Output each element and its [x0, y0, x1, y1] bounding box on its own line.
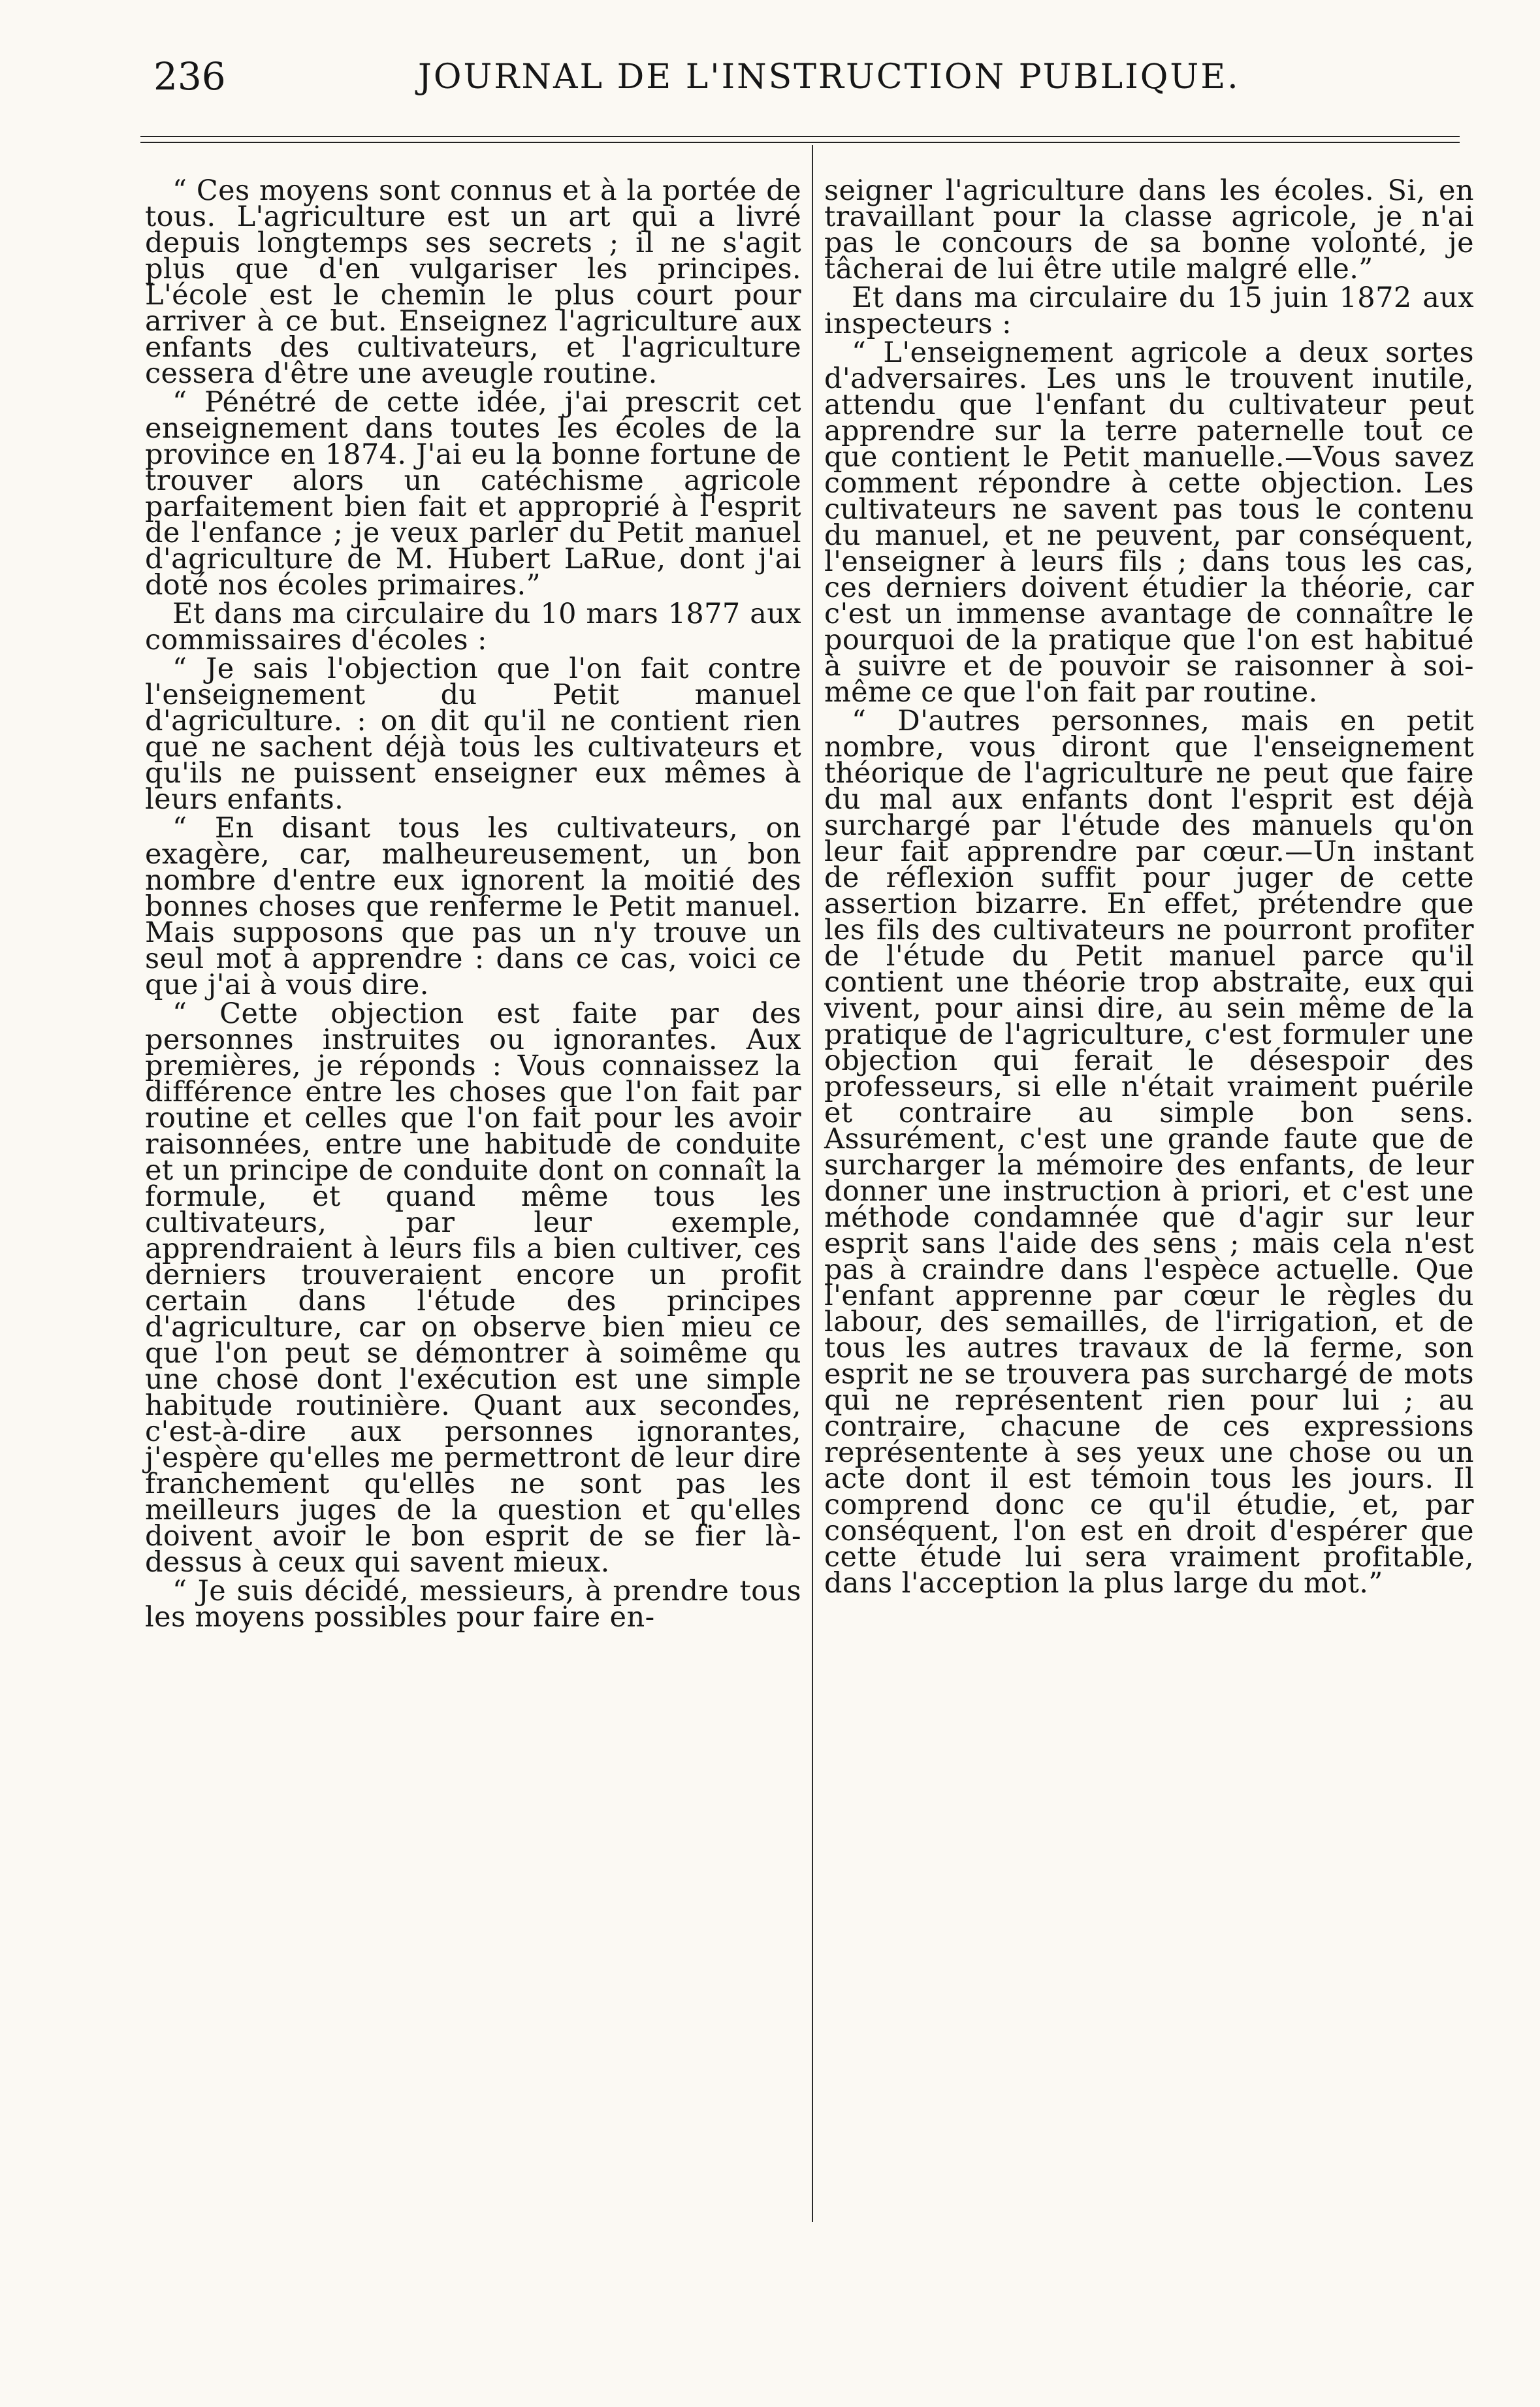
paragraph: seigner l'agriculture dans les écoles. Si, en travaillant pour la classe agricole, je n'ai pas le concours de sa bonne volonté, je tâcherai de lui être utile malgré elle.”	[824, 174, 1474, 285]
page-number: 236	[153, 54, 226, 99]
paragraph: “ Cette objection est faite par des personnes instruites ou ignorantes. Aux premières, je réponds : Vous connaissez la différence entre les choses que l'on fait par routine et celles que l'on fait pour les avoir raisonnées, entre une habitude de conduite et un principe de conduite dont on connaît la formule, et quand même tous les cultivateurs, par leur exemple, apprendraient à leurs fils a bien cultiver, ces derniers trouveraient encore un profit certain dans l'étude des principes d'agriculture, car on observe bien mieu ce que l'on peut se démontrer à soimême qu une chose dont l'exécution est une simple habitude routinière. Quant aux secondes, c'est-à-dire aux personnes ignorantes, j'espère qu'elles me permettront de leur dire franchement qu'elles ne sont pas les meilleurs juges de la question et qu'elles doivent avoir le bon esprit de se fier là-dessus à ceux qui savent mieux.	[145, 997, 801, 1579]
left-column	[145, 174, 801, 1634]
column-divider	[812, 145, 813, 2222]
right-column	[824, 174, 1474, 1600]
paragraph: “ Pénétré de cette idée, j'ai prescrit cet enseignement dans toutes les écoles de la province en 1874. J'ai eu la bonne fortune de trouver alors un catéchisme agricole parfaitement bien fait et approprié à l'esprit de l'enfance ; je veux parler du Petit manuel d'agriculture de M. Hubert LaRue, dont j'ai doté nos écoles primaires.”	[145, 386, 801, 602]
paragraph: “ Ces moyens sont connus et à la portée de tous. L'agriculture est un art qui a livré depuis longtemps ses secrets ; il ne s'agit plus que d'en vulgariser les principes. L'école est le chemin le plus court pour arriver à ce but. Enseignez l'agriculture aux enfants des cultivateurs, et l'agriculture cessera d'être une aveugle routine.	[145, 174, 801, 390]
paragraph: “ L'enseignement agricole a deux sortes d'adversaires. Les uns le trouvent inutile, attendu que l'enfant du cultivateur peut apprendre sur la terre paternelle tout ce que contient le Petit manuelle.—Vous savez comment répondre à cette objection. Les cultivateurs ne savent pas tous le contenu du manuel, et ne peuvent, par conséquent, l'enseigner à leurs fils ; dans tous les cas, ces derniers doivent étudier la théorie, car c'est un immense avantage de connaître le pourquoi de la pratique que l'on est habitué à suivre et de pouvoir se raisonner à soi-même ce que l'on fait par routine.	[824, 336, 1474, 709]
header-rule	[140, 136, 1460, 143]
paragraph: “ En disant tous les cultivateurs, on exagère, car, malheureusement, un bon nombre d'entre eux ignorent la moitié des bonnes choses que renferme le Petit manuel. Mais supposons que pas un n'y trouve un seul mot à apprendre : dans ce cas, voici ce que j'ai à vous dire.	[145, 812, 801, 1001]
paragraph: “ D'autres personnes, mais en petit nombre, vous diront que l'enseignement théorique de l'agriculture ne peut que faire du mal aux enfants dont l'esprit est déjà surchargé par l'étude des manuels qu'on leur fait apprendre par cœur.—Un instant de réflexion suffit pour juger de cette assertion bizarre. En effet, prétendre que les fils des cultivateurs ne pourront profiter de l'étude du Petit manuel parce qu'il contient une théorie trop abstraite, eux qui vivent, pour ainsi dire, au sein même de la pratique de l'agriculture, c'est formuler une objection qui ferait le désespoir des professeurs, si elle n'était vraiment puérile et contraire au simple bon sens. Assurément, c'est une grande faute que de surcharger la mémoire des enfants, de leur donner une instruction à priori, et c'est une méthode condamnée que d'agir sur leur esprit sans l'aide des sens ; mais cela n'est pas à craindre dans l'espèce actuelle. Que l'enfant apprenne par cœur le règles du labour, des semailles, de l'irrigation, et de tous les autres travaux de la ferme, son esprit ne se trouvera pas surchargé de mots qui ne représentent rien pour lui ; au contraire, chacune de ces expressions représentente à ses yeux une chose ou un acte dont il est témoin tous les jours. Il comprend donc ce qu'il étudie, et, par conséquent, l'on est en droit d'espérer que cette étude lui sera vraiment profitable, dans l'acception la plus large du mot.”	[824, 705, 1474, 1600]
paragraph: Et dans ma circulaire du 10 mars 1877 aux commissaires d'écoles :	[145, 598, 801, 656]
paragraph: “ Je sais l'objection que l'on fait contre l'enseignement du Petit manuel d'agriculture. : on dit qu'il ne contient rien que ne sachent déjà tous les cultivateurs et qu'ils ne puissent enseigner eux mêmes à leurs enfants.	[145, 653, 801, 816]
running-head: JOURNAL DE L'INSTRUCTION PUBLIQUE.	[418, 57, 1240, 97]
paragraph: “ Je suis décidé, messieurs, à prendre tous les moyens possibles pour faire en-	[145, 1575, 801, 1634]
paragraph: Et dans ma circulaire du 15 juin 1872 aux inspecteurs :	[824, 282, 1474, 340]
